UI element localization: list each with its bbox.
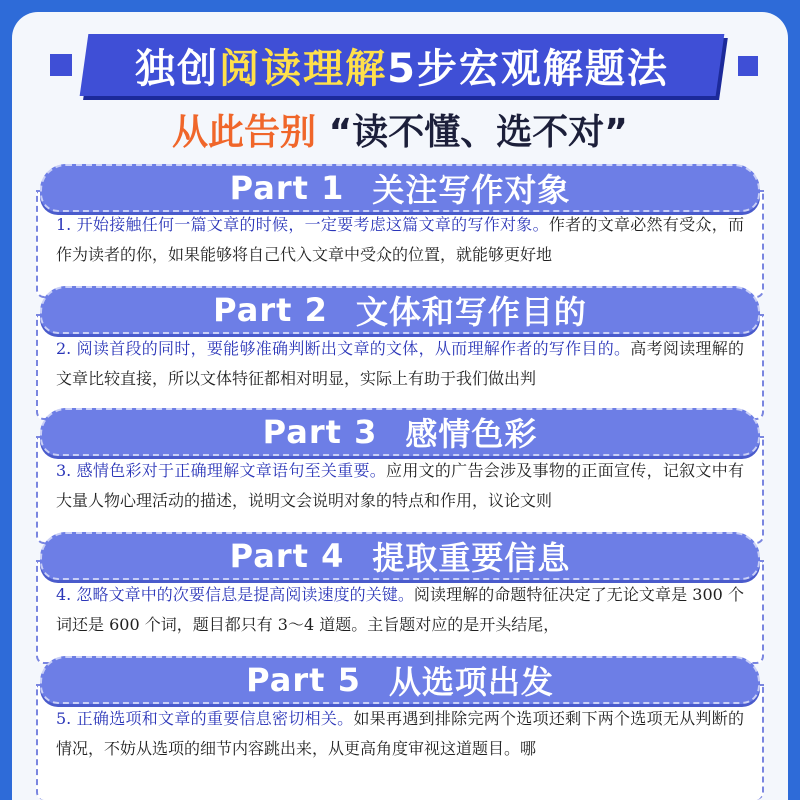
title-prefix: 独创 [135,45,220,92]
part-1-label: Part 1 [229,169,345,207]
title-highlight: 阅读理解 [219,45,388,92]
part-3-body: 应用文的广告会涉及事物的正面宣传，记叙文中有大量人物心理活动的描述，说明文会说明对象的特点和作用，议论文则 [56,461,744,510]
part-1-lead: 1. 开始接触任何一篇文章的时候，一定要考虑这篇文章的写作对象。 [56,215,549,234]
part-5-label: Part 5 [246,661,361,699]
part-1-header [40,164,760,212]
part-2-body: 高考阅读理解的文章比较直接，所以文体特征都相对明显，实际上有助于我们做出判 [56,339,744,388]
part-4-header [40,532,760,580]
part-4-lead: 4. 忽略文章中的次要信息是提高阅读速度的关键。 [56,585,414,604]
part-4-heading: 提取重要信息 [372,539,571,577]
page-title [84,34,720,96]
part-3-heading: 感情色彩 [405,415,538,453]
part-3-label: Part 3 [262,413,378,451]
title-decoration-right [738,56,758,76]
title-suffix: 5步宏观解题法 [387,45,669,92]
part-5-body: 如果再遇到排除完两个选项还剩下两个选项无从判断的情况，不妨从选项的细节内容跳出来，从更高角度审视这道题目。哪 [56,709,744,758]
part-5-lead: 5. 正确选项和文章的重要信息密切相关。 [56,709,354,728]
part-5-heading: 从选项出发 [388,663,554,701]
part-4-label: Part 4 [229,537,345,575]
part-3-header [40,408,760,456]
part-1-heading: 关注写作对象 [372,171,571,209]
part-1-body: 作者的文章必然有受众，而作为读者的你，如果能够将自己代入文章中受众的位置，就能够更好地 [56,215,744,264]
part-2-label: Part 2 [213,291,328,329]
part-4-body: 阅读理解的命题特征决定了无论文章是 300 个词还是 600 个词，题目都只有 3～4 道题。主旨题对应的是开头结尾， [56,585,744,634]
part-2-lead: 2. 阅读首段的同时，要能够准确判断出文章的文体，从而理解作者的写作目的。 [56,339,631,358]
title-decoration-left [50,54,72,76]
part-3-lead: 3. 感情色彩对于正确理解文章语句至关重要。 [56,461,387,480]
subtitle-prefix: 从此告别 [172,112,317,153]
page-subtitle [0,104,800,155]
part-5-header [40,656,760,704]
subtitle-highlight: “读不懂、选不对” [328,112,628,153]
part-2-header [40,286,760,334]
part-2-heading: 文体和写作目的 [355,293,587,331]
